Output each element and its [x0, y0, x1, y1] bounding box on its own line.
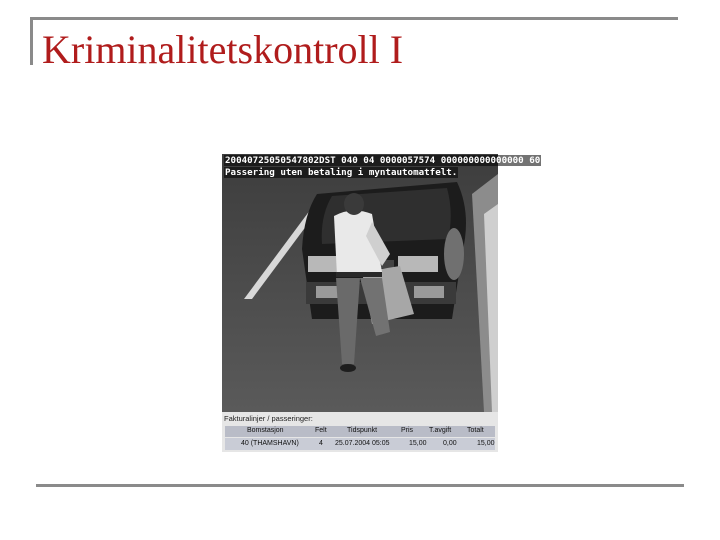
column-header-time: Tidspunkt: [347, 427, 378, 434]
column-header-total: Totalt: [467, 427, 484, 434]
toll-camera-photo: [222, 154, 541, 452]
footer-rule: [36, 484, 684, 487]
table-row: [225, 438, 495, 450]
title-frame-left-rule: [30, 17, 33, 65]
title-frame-top-rule: [30, 17, 678, 20]
camera-scene-image: [222, 154, 498, 412]
column-header-lane: Felt: [315, 427, 327, 434]
camera-violation-overlay: Passering uten betaling i myntautomatfelt.: [225, 167, 458, 178]
row-fee: 0,00: [443, 440, 457, 447]
column-header-fee: T.avgift: [429, 427, 452, 434]
slide-title: Kriminalitetskontroll I: [42, 27, 404, 72]
camera-timestamp-overlay: 20040725050547802DST 040 04 0000057574 000000000000000 60: [225, 155, 541, 166]
row-time: 25.07.2004 05:05: [335, 440, 390, 447]
row-price: 15,00: [409, 440, 427, 447]
row-lane: 4: [319, 440, 323, 447]
transaction-table-header: [225, 426, 495, 437]
transaction-panel-caption: Fakturalinjer / passeringer:: [224, 414, 313, 423]
transaction-panel: [222, 412, 498, 452]
row-station: 40 (THAMSHAVN): [241, 440, 299, 447]
row-total: 15,00: [477, 440, 495, 447]
column-header-price: Pris: [401, 427, 414, 434]
column-header-station: Bomstasjon: [247, 427, 284, 434]
